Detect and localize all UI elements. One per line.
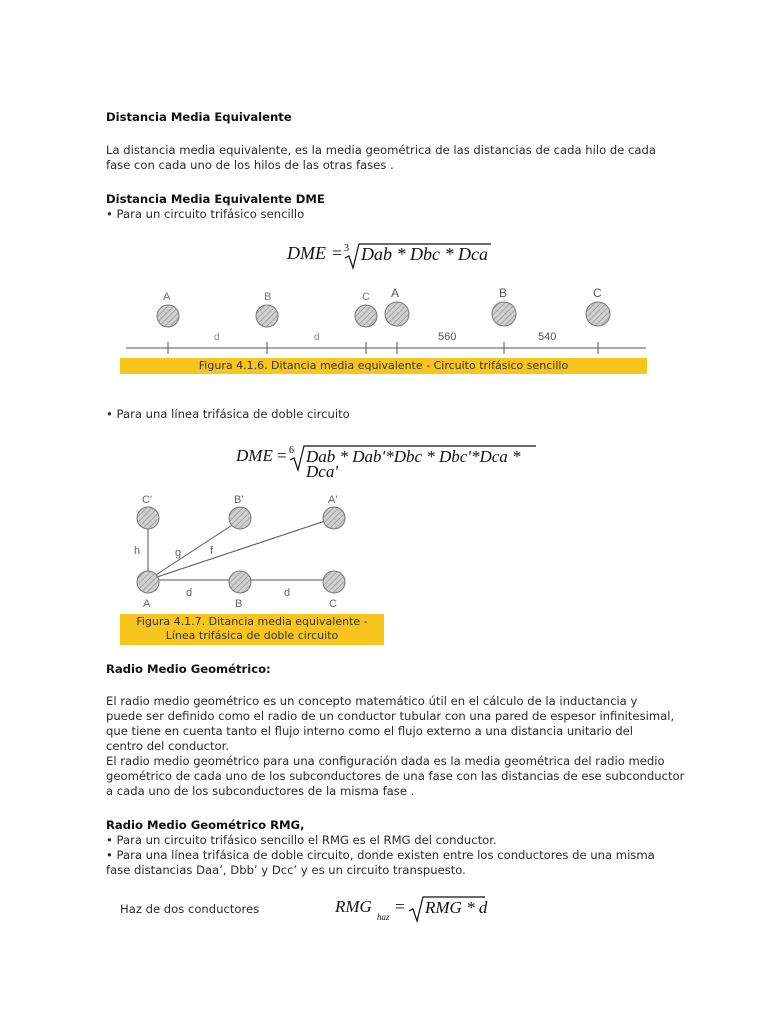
formula-eq: =: [277, 446, 287, 465]
conductor-c-prime: [137, 507, 159, 529]
figure-double-circuit: [128, 492, 384, 612]
paragraph-rmg-line: geométrico de cada uno de los subconductores de una fase con las distancias de ese subconductor: [106, 769, 685, 783]
bullet-simple-circuit: • Para un circuito trifásico sencillo: [106, 207, 305, 221]
dim-g: g: [175, 547, 182, 559]
conductor-a: [157, 291, 179, 354]
heading-rmg-formula: Radio Medio Geométrico RMG,: [106, 818, 305, 832]
label-a: A: [143, 598, 151, 610]
formula-lhs: RMG: [335, 897, 372, 916]
dim-h: h: [134, 545, 141, 557]
paragraph-rmg-line: a cada uno de los subconductores de la misma fase .: [106, 784, 415, 798]
label-a-2: A: [391, 286, 400, 300]
caption-line-1: Figura 4.1.7. Ditancia media equivalente -: [136, 615, 368, 628]
dim-d-2: d: [284, 587, 291, 599]
label-b-prime: B': [234, 494, 244, 506]
formula-root-index: 3: [344, 243, 349, 254]
conductor-b-prime: [229, 507, 251, 529]
conductor-b-2: [492, 286, 516, 354]
formula-radicand: RMG * d: [425, 898, 488, 917]
dim-d-1: d: [186, 587, 193, 599]
formula-sub: haz: [377, 912, 390, 922]
formula-radicand: Dab * Dbc * Dca: [361, 244, 488, 264]
label-a-prime: A': [328, 494, 338, 506]
conductor-c: [323, 571, 345, 593]
label-c-2: C: [593, 286, 602, 300]
dim-d-1: d: [214, 332, 220, 343]
formula-eq: =: [395, 897, 405, 916]
haz-label: Haz de dos conductores: [120, 902, 260, 916]
heading-dme: Distancia Media Equivalente: [106, 110, 292, 124]
dim-d-2: d: [314, 332, 320, 343]
caption-figure-4-1-6: Figura 4.1.6. Ditancia media equivalente - Circuito trifásico sencillo: [120, 358, 647, 374]
paragraph-rmg-line: centro del conductor.: [106, 739, 230, 753]
bullet-double-circuit: • Para una línea trifásica de doble circuito: [106, 407, 350, 421]
label-a: A: [163, 291, 171, 303]
dim-560: 560: [438, 331, 457, 343]
heading-rmg: Radio Medio Geométrico:: [106, 662, 271, 676]
formula-lhs: DME: [287, 243, 326, 263]
caption-line-2: Línea trifásica de doble circuito: [165, 629, 339, 642]
conductor-b: [229, 571, 251, 593]
dim-540: 540: [538, 331, 557, 343]
conductor-a: [137, 571, 159, 593]
formula-eq: =: [332, 243, 343, 263]
conductor-b: [256, 291, 278, 354]
conductor-a-prime: [323, 507, 345, 529]
paragraph-rmg: [106, 694, 684, 799]
formula-lhs: DME: [236, 446, 273, 465]
label-b: B: [264, 291, 272, 303]
dim-f: f: [210, 545, 214, 557]
paragraph-rmg-line: que tiene en cuenta tanto el flujo interno como el flujo externo a una distancia unitario del: [106, 724, 633, 738]
formula-radicand: Dab * Dab'*Dbc * Dbc'*Dca * Dca': [306, 447, 521, 481]
formula-root-index: 6: [289, 445, 294, 456]
rmg-bullets: [106, 833, 655, 878]
formula-dme-double: [236, 442, 536, 481]
paragraph-rmg-line: El radio medio geométrico es un concepto matemático útil en el cálculo de la inductancia y: [106, 694, 638, 708]
paragraph-dme-line-1: La distancia media equivalente, es la media geométrica de las distancias de cada hilo de cada: [106, 143, 656, 157]
formula-rmg-haz: [335, 893, 495, 925]
paragraph-rmg-line: El radio medio geométrico para una configuración dada es la media geométrica del radio medio: [106, 754, 665, 768]
rmg-bullet-line: • Para una línea trifásica de doble circuito, donde existen entre los conductores de una misma: [106, 848, 655, 862]
label-b: B: [235, 598, 243, 610]
figure-simple-circuit: [118, 282, 650, 360]
conductor-c-2: [586, 286, 610, 354]
label-c-prime: C': [142, 494, 153, 506]
paragraph-rmg-line: puede ser definido como el radio de un conductor tubular con una pared de espesor infinitesimal,: [106, 709, 675, 723]
label-b-2: B: [499, 286, 508, 300]
rmg-bullet-line: • Para un circuito trifásico sencillo el RMG es el RMG del conductor.: [106, 833, 497, 847]
conductor-a-2: [385, 286, 409, 354]
conductor-c: [355, 291, 377, 354]
formula-dme-simple: [287, 240, 497, 274]
label-c: C: [329, 598, 337, 610]
caption-figure-4-1-7: [120, 614, 384, 645]
paragraph-dme-line-2: fase con cada uno de los hilos de las otras fases .: [106, 158, 394, 172]
label-c: C: [362, 291, 370, 303]
rmg-bullet-line: fase distancias Daa’, Dbb’ y Dcc’ y es un circuito transpuesto.: [106, 863, 466, 877]
heading-dme-formula: Distancia Media Equivalente DME: [106, 192, 325, 206]
